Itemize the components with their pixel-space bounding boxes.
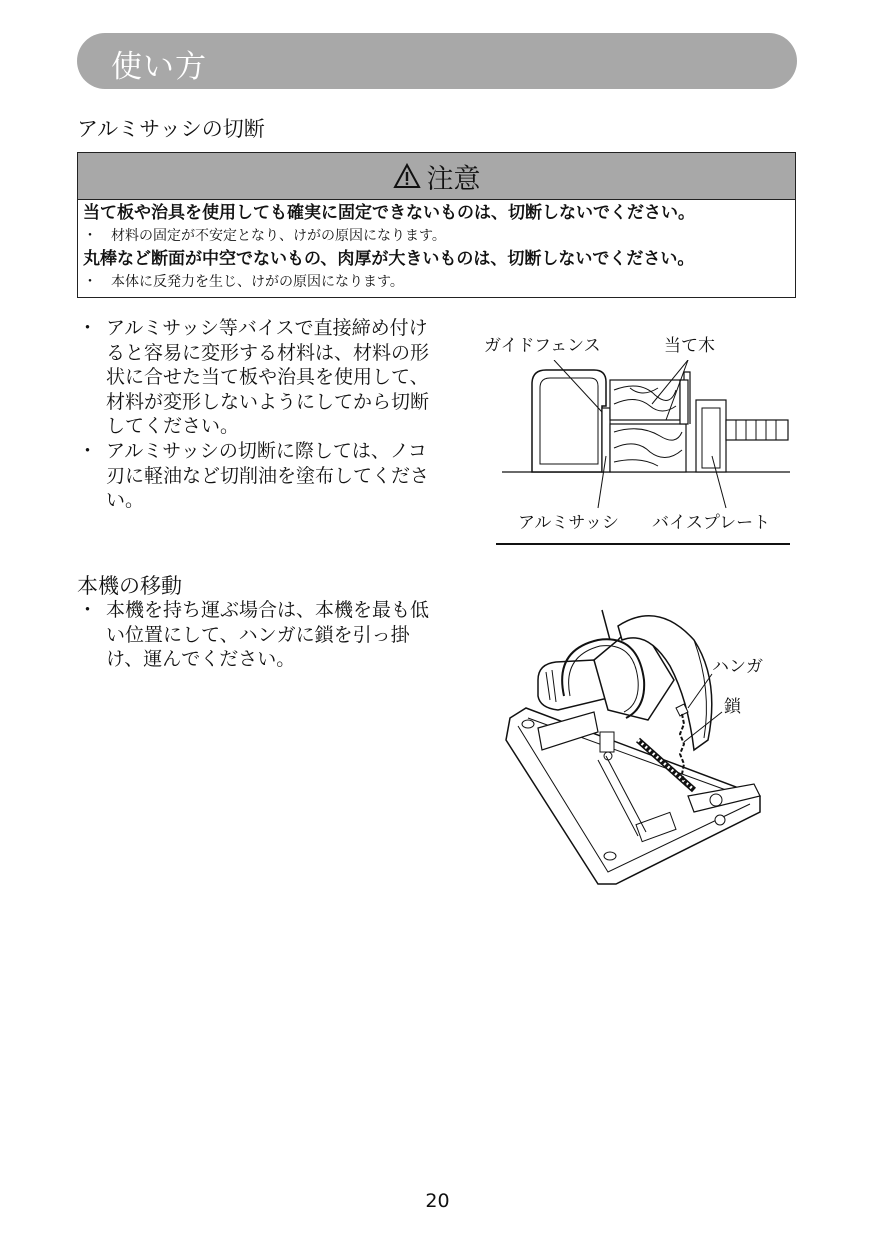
saw-carry-diagram xyxy=(498,600,768,890)
label-vise-plate: バイスプレート xyxy=(652,513,771,533)
warning-icon xyxy=(393,163,421,189)
bullet-marker: ・ xyxy=(78,599,98,621)
label-backing-board: 当て木 xyxy=(664,336,715,356)
aluminum-bullet-list xyxy=(78,316,442,513)
moving-bullet-list xyxy=(78,598,442,672)
label-chain: 鎖 xyxy=(724,697,741,717)
section-title-aluminum: アルミサッシの切断 xyxy=(77,117,265,141)
caution-line-2: 丸棒など断面が中空でないもの、肉厚が大きいものは、切断しないでください。 xyxy=(83,249,695,269)
bullet-marker: ・ xyxy=(78,317,98,339)
page-title: 使い方 xyxy=(111,49,207,85)
caution-line-1: 当て板や治具を使用しても確実に固定できないものは、切断しないでください。 xyxy=(83,203,695,223)
caution-note-2: ・ 本体に反発力を生じ、けがの原因になります。 xyxy=(83,274,404,290)
caution-header xyxy=(78,153,795,200)
bullet-marker: ・ xyxy=(78,439,98,462)
label-hanger: ハンガ xyxy=(712,657,763,677)
page-number: 20 xyxy=(425,1190,450,1212)
header-bar xyxy=(77,33,797,89)
caution-title: 注意 xyxy=(426,163,481,195)
section-title-moving: 本機の移動 xyxy=(77,574,182,598)
bullet-text: 本機を持ち運ぶ場合は、本機を最も低い位置にして、ハンガに鎖を引っ掛け、運んでください。 xyxy=(106,599,430,671)
bullet-text: アルミサッシの切断に際しては、ノコ刃に軽油など切削油を塗布してください。 xyxy=(106,439,430,512)
label-guide-fence: ガイドフェンス xyxy=(484,336,601,356)
caution-box xyxy=(77,152,796,298)
list-item xyxy=(78,439,442,513)
list-item xyxy=(78,598,442,672)
list-item xyxy=(78,316,442,439)
label-aluminum-sash: アルミサッシ xyxy=(518,513,619,533)
caution-note-1: ・ 材料の固定が不安定となり、けがの原因になります。 xyxy=(83,228,446,244)
bullet-text: アルミサッシ等バイスで直接締め付けると容易に変形する材料は、材料の形状に合せた当て板や治具を使用して、材料が変形しないようにしてから切断してください。 xyxy=(106,317,430,438)
